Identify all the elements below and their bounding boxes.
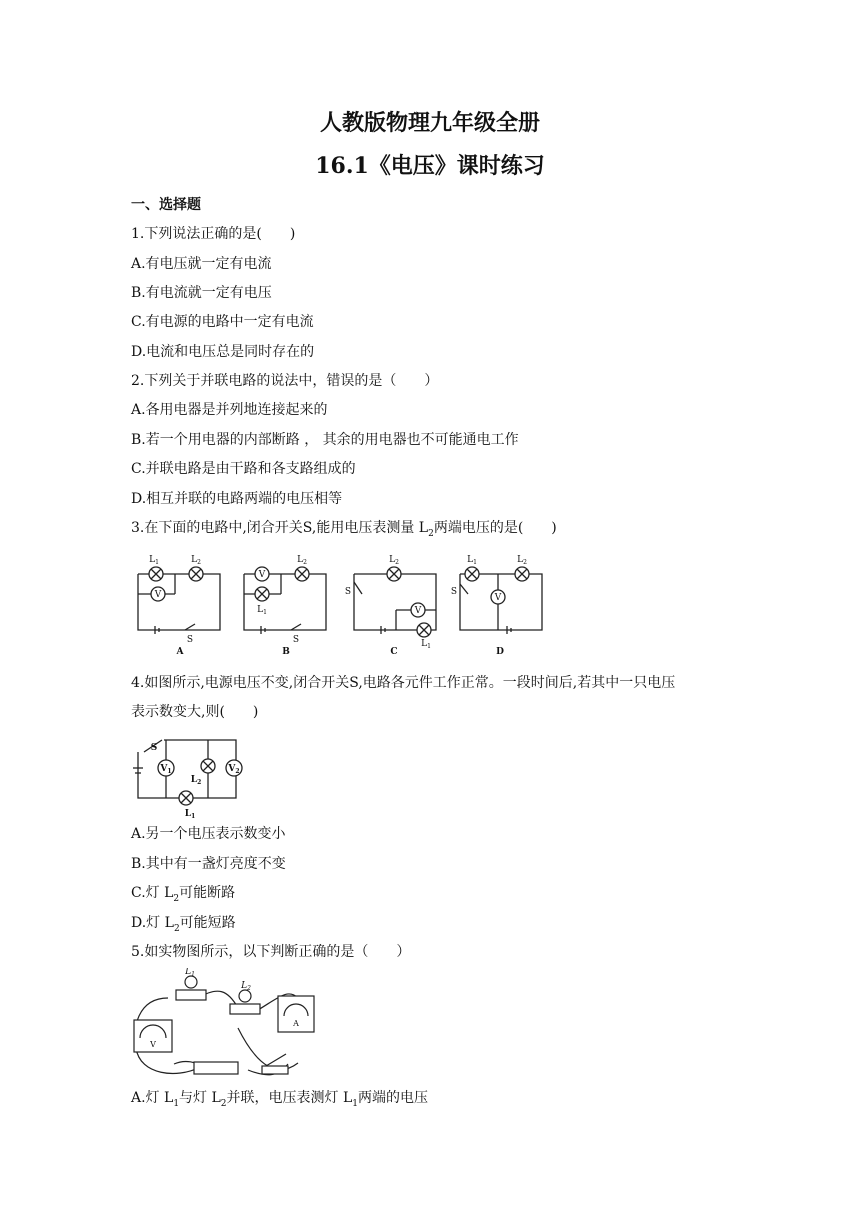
circuit-a xyxy=(138,567,220,634)
q4-option-d: D.灯 $L_2$可能短路 xyxy=(131,915,236,934)
q3-stem-text: 3.在下面的电路中,闭合开关S,能用电压表测量 L xyxy=(131,520,429,536)
q5-physical-circuit-figure xyxy=(128,968,324,1086)
q5-stem: 5.如实物图所示，以下判断正确的是（ ） xyxy=(131,944,411,960)
q1-option-a: A.有电压就一定有电流 xyxy=(131,256,272,272)
circuit-c-voltmeter: V xyxy=(414,606,422,616)
circuit-d-l2: $L_2$ xyxy=(517,555,527,566)
q4-v2: $V_2$ xyxy=(228,764,240,775)
q4-l2: $L_2$ xyxy=(190,775,202,786)
circuit-d-caption: D xyxy=(496,647,504,656)
section-heading: 一、选择题 xyxy=(131,197,201,213)
circuit-c-switch: S xyxy=(344,587,352,597)
page-subtitle: 16.1《电压》课时练习 xyxy=(315,153,545,179)
q5-voltmeter-label: V xyxy=(150,1040,156,1049)
q4-stem-line1: 4.如图所示,电源电压不变,闭合开关S,电路各元件工作正常。一段时间后,若其中一只电压 xyxy=(131,675,676,691)
q5-ammeter-label: A xyxy=(293,1019,299,1028)
circuit-b-switch: S xyxy=(292,635,300,645)
q4-switch-label: S xyxy=(150,743,158,753)
q1-option-d: D.电流和电压总是同时存在的 xyxy=(131,344,315,360)
q3-stem xyxy=(131,519,557,543)
q4-v1: $V_1$ xyxy=(160,764,172,775)
circuit-c-l2: $L_2$ xyxy=(389,555,399,566)
q2-option-d: D.相互并联的电路两端的电压相等 xyxy=(131,491,343,507)
circuit-b-l1: $L_1$ xyxy=(257,605,267,616)
q5-l1-label: $L_1$ xyxy=(185,968,195,978)
q5-option-a: A.灯 $L_1$与灯 $L_2$并联，电压表测灯 $L_1$两端的电压 xyxy=(131,1090,429,1109)
q2-option-c: C.并联电路是由干路和各支路组成的 xyxy=(131,461,356,477)
page-title: 人教版物理九年级全册 xyxy=(319,110,540,136)
q5-l2-label: $L_2$ xyxy=(241,981,251,992)
q4-option-c: C.灯 $L_2$可能断路 xyxy=(131,885,236,904)
q1-option-c: C.有电源的电路中一定有电流 xyxy=(131,314,314,330)
circuit-b-l2: $L_2$ xyxy=(297,555,307,566)
circuit-c-caption: C xyxy=(390,647,398,656)
q2-stem: 2.下列关于并联电路的说法中，错误的是（ ） xyxy=(131,373,439,389)
q3-circuit-figure xyxy=(130,552,550,656)
circuit-a-switch: S xyxy=(186,635,194,645)
q4-stem-line2: 表示数变大,则( ) xyxy=(131,704,259,720)
circuit-d-l1: $L_1$ xyxy=(467,555,477,566)
circuit-a-voltmeter: V xyxy=(154,590,162,600)
circuit-b-caption: B xyxy=(282,647,290,656)
q4-circuit-figure xyxy=(128,732,248,818)
q1-option-b: B.有电流就一定有电压 xyxy=(131,285,272,301)
circuit-b xyxy=(244,567,326,634)
circuit-d-voltmeter: V xyxy=(494,593,502,603)
circuit-b-voltmeter: V xyxy=(258,570,266,580)
q1-stem: 1.下列说法正确的是( ) xyxy=(131,226,296,242)
circuit-c xyxy=(354,567,436,637)
circuit-a-l2: $L_2$ xyxy=(191,555,201,566)
circuit-a-caption: A xyxy=(176,647,184,656)
circuit-a-l1: $L_1$ xyxy=(149,555,159,566)
q4-option-a: A.另一个电压表示数变小 xyxy=(131,826,286,842)
circuit-d-switch: S xyxy=(450,587,458,597)
q3-stem-sub: 2 xyxy=(428,528,434,539)
q3-stem-tail: 两端电压的是( ) xyxy=(433,520,557,536)
q2-option-b: B.若一个用电器的内部断路 ， 其余的用电器也不可能通电工作 xyxy=(131,432,519,448)
q2-option-a: A.各用电器是并列地连接起来的 xyxy=(131,402,328,418)
q4-l1: $L_1$ xyxy=(184,809,196,818)
q4-option-b: B.其中有一盏灯亮度不变 xyxy=(131,856,286,872)
circuit-c-l1: $L_1$ xyxy=(421,639,431,650)
